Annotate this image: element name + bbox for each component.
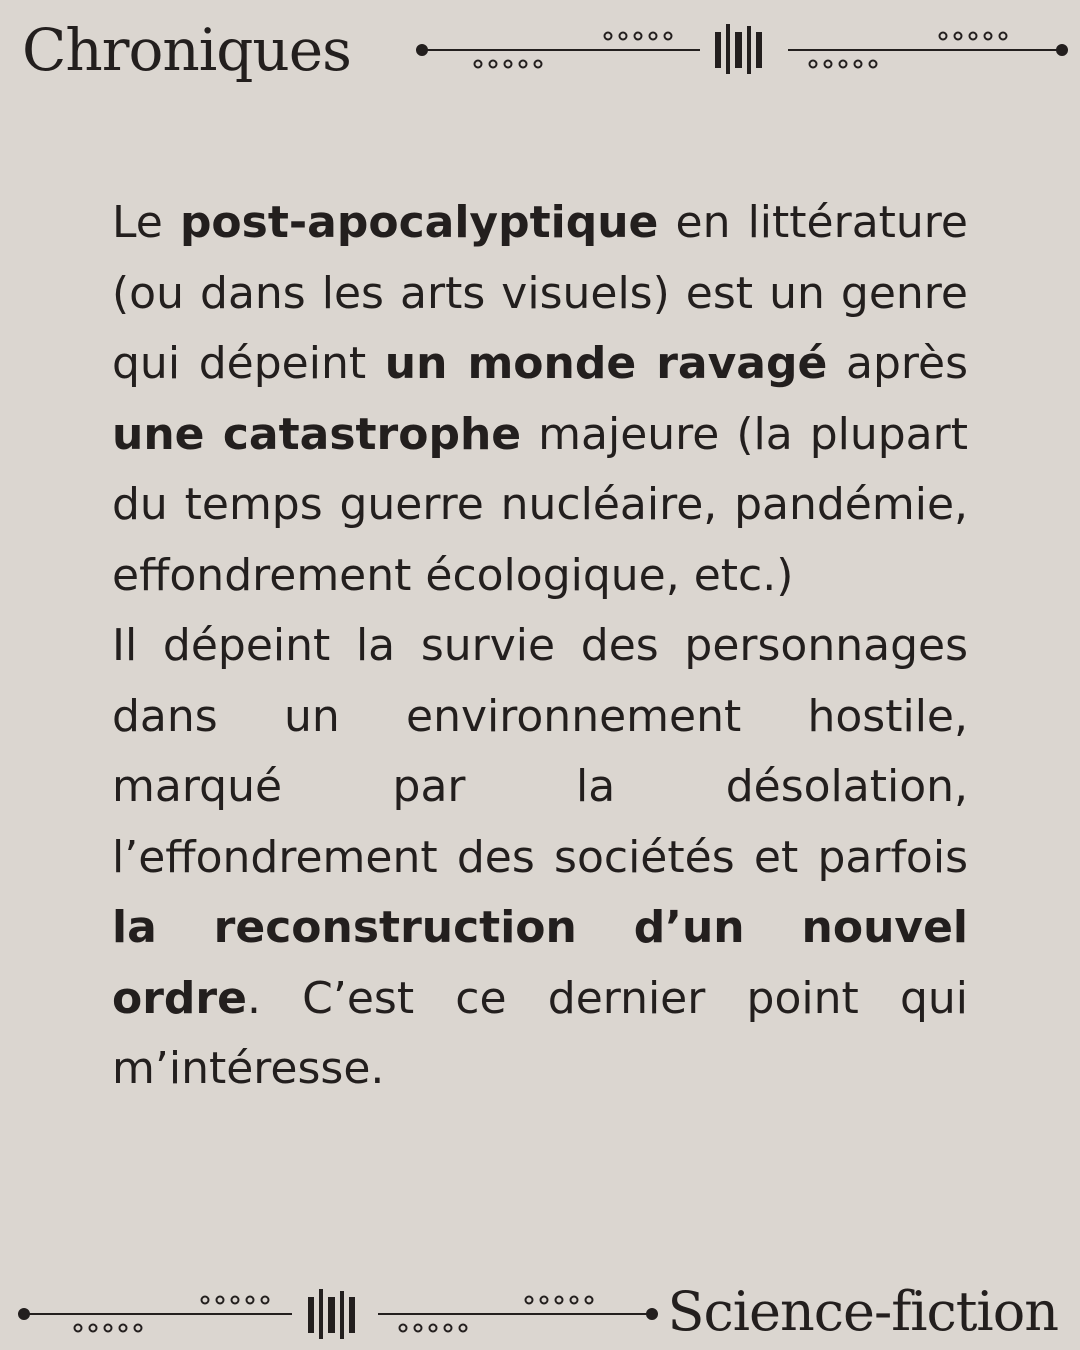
page-title: Chroniques [22,16,351,84]
ornament-dot-end [1057,45,1067,55]
body-text-run: après [827,338,969,389]
emphasis-text: un monde ravagé [384,338,828,389]
body-text [112,188,968,1105]
paragraph-2 [112,611,968,1105]
body-text-run: Il dépeint la survie des personnages dans un environnement hostile, marqué par la désolation, l’effondrement des sociétés et parfois [112,620,968,883]
barcode-ornament [715,24,762,74]
emphasis-text: la reconstruction d’un nouvel ordre [112,902,968,1024]
emphasis-text: une catastrophe [112,408,522,460]
footer-ornament [10,1283,660,1345]
header-ornament [410,18,1075,80]
ornament-dot-end [647,1309,657,1319]
barcode-ornament [308,1289,355,1339]
body-text-run: . C’est ce dernier point qui m’intéresse. [112,972,968,1094]
emphasis-text: post-apocalyptique [179,197,659,248]
body-text-run: en littérature (ou dans les arts visuels) est un genre qui dépeint [112,197,968,389]
footer-title: Science-fiction [667,1280,1058,1343]
paragraph-1 [112,188,968,611]
body-text-run: Le [112,197,180,248]
body-text-run: majeure (la plupart du temps guerre nucléaire, pandémie, effondrement écologique, etc.) [112,408,968,601]
